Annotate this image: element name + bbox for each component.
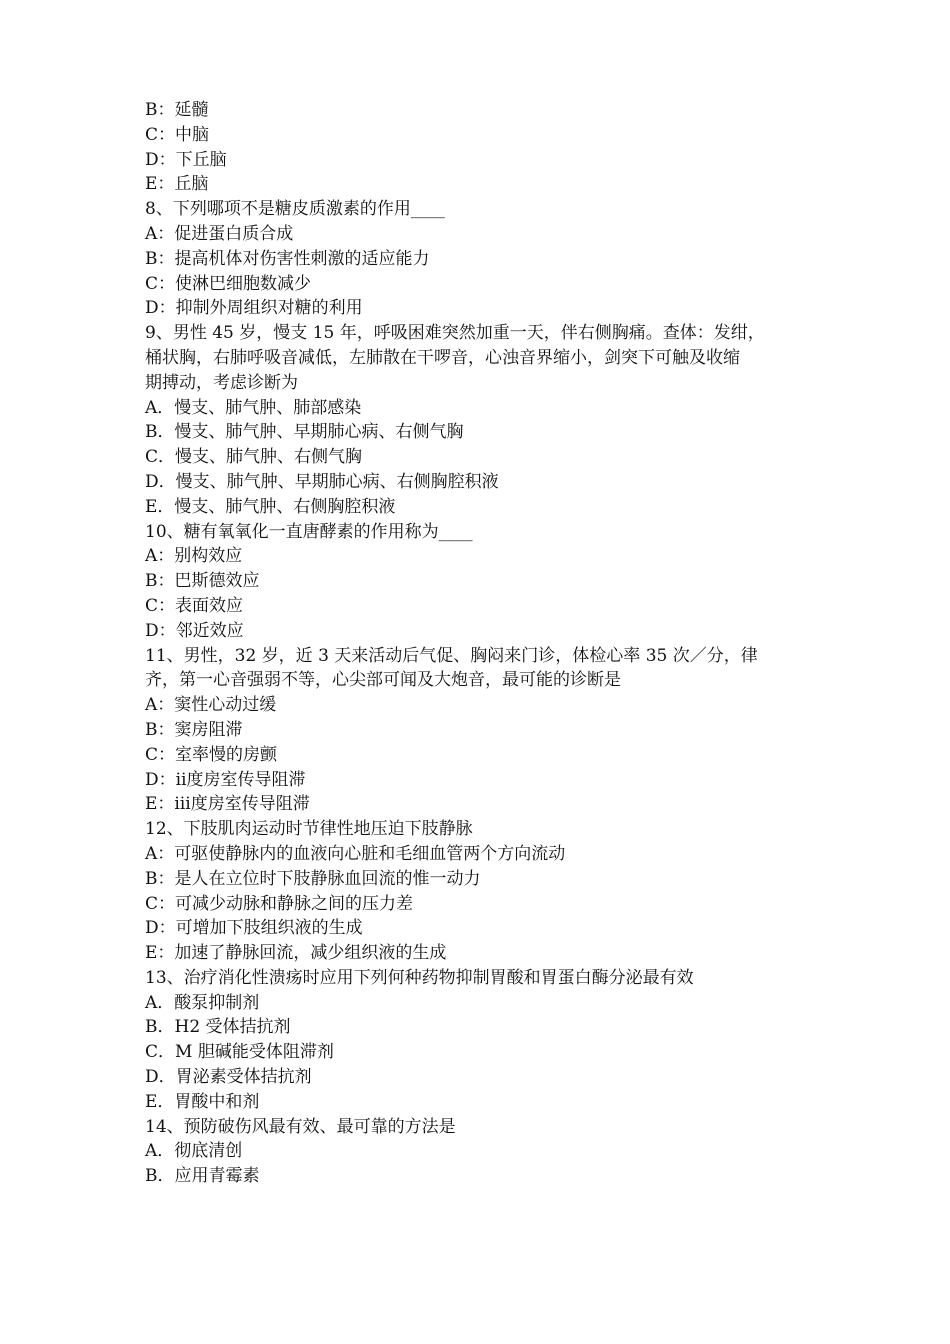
text-line: B：巴斯德效应 bbox=[145, 571, 260, 592]
question-11-stem: 11、男性，32 岁，近 3 天来活动后气促、胸闷来门诊，体检心率 35 次／分，律 bbox=[145, 645, 758, 666]
text-line: C：表面效应 bbox=[145, 595, 244, 616]
text-line: C：可减少动脉和静脉之间的压力差 bbox=[145, 893, 414, 914]
text-line: B：窦房阻滞 bbox=[145, 719, 243, 740]
question-12-stem: 12、下肢肌肉运动时节律性地压迫下肢静脉 bbox=[145, 819, 473, 840]
text-line: C：中脑 bbox=[145, 124, 210, 145]
text-line: D：抑制外周组织对糖的利用 bbox=[145, 298, 363, 319]
text-line: B．应用青霉素 bbox=[145, 1166, 260, 1187]
text-line: B．慢支、肺气肿、早期肺心病、右侧气胸 bbox=[145, 422, 464, 443]
question-9-stem-cont: 期搏动，考虑诊断为 bbox=[145, 372, 298, 393]
question-10-stem: 10、糖有氧氧化一直唐酵素的作用称为____ bbox=[145, 521, 473, 542]
text-line: A：别构效应 bbox=[145, 546, 243, 567]
text-line: B：是人在立位时下肢静脉血回流的惟一动力 bbox=[145, 868, 481, 889]
text-line: B：延髓 bbox=[145, 100, 209, 120]
text-line: A：可驱使静脉内的血液向心脏和毛细血管两个方向流动 bbox=[145, 843, 566, 864]
text-line: A．慢支、肺气肿、肺部感染 bbox=[145, 397, 362, 418]
text-line: D：可增加下肢组织液的生成 bbox=[145, 918, 363, 939]
question-14-stem: 14、预防破伤风最有效、最可靠的方法是 bbox=[145, 1116, 456, 1137]
text-line: D：ⅱ度房室传导阻滞 bbox=[145, 769, 306, 790]
text-line: C．慢支、肺气肿、右侧气胸 bbox=[145, 447, 363, 468]
text-line: E．慢支、肺气肿、右侧胸腔积液 bbox=[145, 496, 396, 517]
question-13-stem: 13、治疗消化性溃疡时应用下列何种药物抑制胃酸和胃蛋白酶分泌最有效 bbox=[145, 967, 694, 988]
text-line: B．H2 受体拮抗剂 bbox=[145, 1017, 291, 1038]
text-line: C：室率慢的房颤 bbox=[145, 744, 278, 765]
question-8-stem: 8、下列哪项不是糖皮质激素的作用____ bbox=[145, 199, 445, 220]
text-line: D．胃泌素受体拮抗剂 bbox=[145, 1067, 312, 1088]
text-line: E：丘脑 bbox=[145, 174, 209, 195]
text-line: D．慢支、肺气肿、早期肺心病、右侧胸腔积液 bbox=[145, 471, 499, 492]
text-line: A．彻底清创 bbox=[145, 1141, 243, 1162]
question-9-stem-cont: 桶状胸，右肺呼吸音减低，左肺散在干啰音，心浊音界缩小，剑突下可触及收缩 bbox=[145, 347, 740, 368]
text-line: C．M 胆碱能受体阻滞剂 bbox=[145, 1042, 334, 1063]
text-line: A．酸泵抑制剂 bbox=[145, 992, 260, 1013]
text-line: A：窦性心动过缓 bbox=[145, 695, 277, 716]
text-line: E：ⅲ度房室传导阻滞 bbox=[145, 794, 310, 815]
text-line: E：加速了静脉回流，减少组织液的生成 bbox=[145, 943, 447, 964]
question-text bbox=[145, 98, 825, 1189]
question-9-stem: 9、男性 45 岁，慢支 15 年，呼吸困难突然加重一天，伴右侧胸痛。查体：发绀， bbox=[145, 323, 765, 344]
text-line: A：促进蛋白质合成 bbox=[145, 223, 294, 244]
text-line: D：下丘脑 bbox=[145, 149, 227, 170]
text-line: C：使淋巴细胞数减少 bbox=[145, 273, 312, 294]
text-line: B：提高机体对伤害性刺激的适应能力 bbox=[145, 248, 430, 269]
text-line: D：邻近效应 bbox=[145, 620, 244, 641]
question-11-stem-cont: 齐，第一心音强弱不等，心尖部可闻及大炮音，最可能的诊断是 bbox=[145, 670, 621, 691]
text-line: E．胃酸中和剂 bbox=[145, 1091, 260, 1112]
